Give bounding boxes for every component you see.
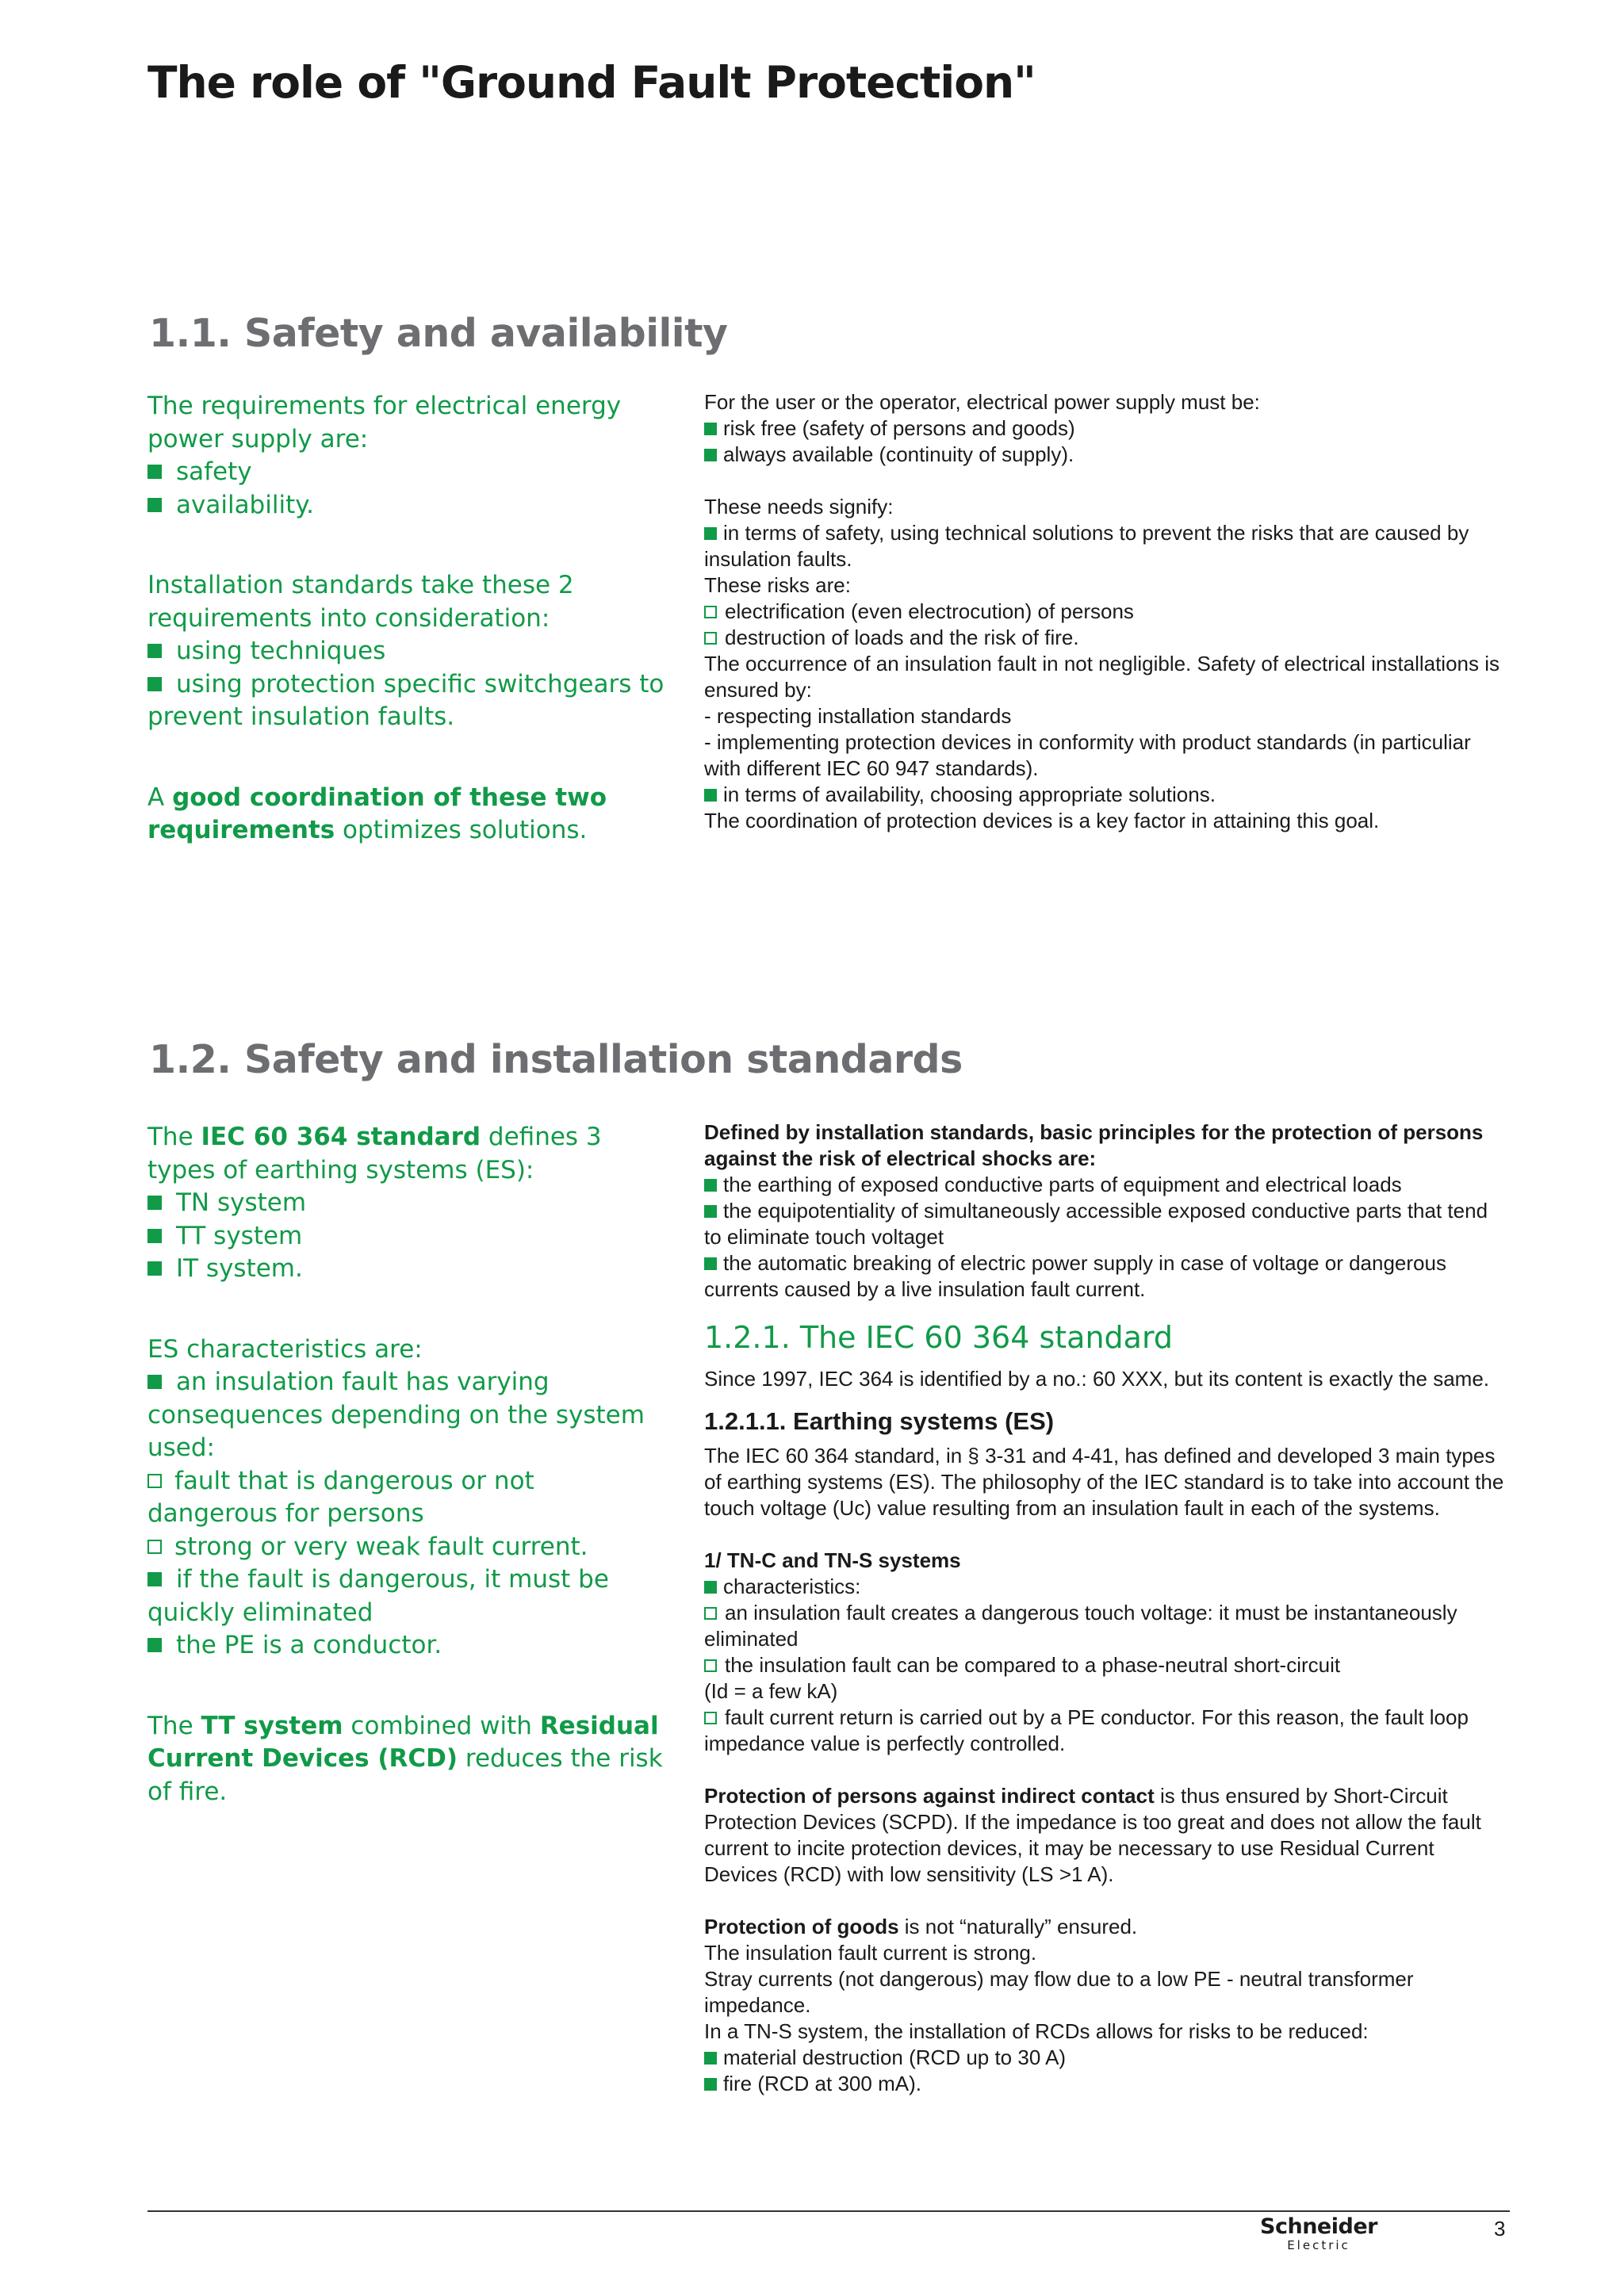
requirement-item: safety xyxy=(147,456,671,489)
hollow-square-bullet-icon xyxy=(704,1712,717,1724)
coordination-note: A good coordination of these two requirements optimizes solutions. xyxy=(147,783,607,844)
bullet-item: in terms of safety, using technical solutions to prevent the risks that are caused by insulation faults. xyxy=(704,521,1469,571)
tn-systems-heading: 1/ TN-C and TN-S systems xyxy=(704,1548,961,1572)
characteristic-sub-item: fault that is dangerous or not dangerous for persons xyxy=(147,1466,534,1528)
filled-square-bullet-icon xyxy=(704,1179,717,1192)
bullet-item: in terms of availability, choosing appropriate solutions. xyxy=(704,782,1510,808)
body-paragraph: The IEC 60 364 standard, in § 3-31 and 4-41, has defined and developed 3 main types of earthing systems (ES). The philosophy of the IEC standard is to take into account the touch voltage (Uc) value resulting from an insulation fault in each of the systems. xyxy=(704,1444,1504,1520)
iec-standard-intro: The IEC 60 364 standard defines 3 types of earthing systems (ES): xyxy=(147,1123,602,1184)
sub-bullet-item: fault current return is carried out by a PE conductor. For this reason, the fault loop impedance value is perfectly controlled. xyxy=(704,1705,1469,1755)
sub-bullet-item: destruction of loads and the risk of fire. xyxy=(704,625,1510,651)
bullet-item: the earthing of exposed conductive parts of equipment and electrical loads xyxy=(704,1172,1510,1198)
page-title: The role of "Ground Fault Protection" xyxy=(147,57,1036,108)
earthing-system-item: TT system xyxy=(147,1220,671,1253)
filled-square-bullet-icon xyxy=(704,789,717,802)
filled-square-bullet-icon xyxy=(147,1375,162,1389)
filled-square-bullet-icon xyxy=(147,465,162,479)
requirements-intro: The requirements for electrical energy power supply are: xyxy=(147,392,622,453)
bullet-item: the automatic breaking of electric power supply in case of voltage or dangerous currents caused by a live insulation fault current. xyxy=(704,1251,1446,1301)
filled-square-bullet-icon xyxy=(147,1638,162,1652)
protection-persons-paragraph: Protection of persons against indirect contact is thus ensured by Short-Circuit Protection Devices (SCPD). If the impedance is too great and does not allow the fault current to incite protection devices, it may be necessary to use Residual Current Devices (RCD) with low sensitivity (LS >1 A). xyxy=(704,1784,1481,1886)
filled-square-bullet-icon xyxy=(147,1196,162,1210)
bullet-item: material destruction (RCD up to 30 A) xyxy=(704,2045,1510,2071)
subsection-title-iec-standard: 1.2.1. The IEC 60 364 standard xyxy=(704,1320,1174,1355)
bullet-item: characteristics: xyxy=(704,1574,1510,1600)
hollow-square-bullet-icon xyxy=(704,606,717,618)
section-title-installation-standards: 1.2. Safety and installation standards xyxy=(149,1037,963,1082)
body-paragraph: (Id = a few kA) xyxy=(704,1679,838,1703)
standards-intro: Installation standards take these 2 requirements into consideration: xyxy=(147,571,574,633)
filled-square-bullet-icon xyxy=(704,1205,717,1218)
schneider-electric-logo: Schneider Electric xyxy=(1260,2214,1377,2252)
bullet-item: fire (RCD at 300 mA). xyxy=(704,2071,1510,2097)
body-paragraph: The coordination of protection devices is a key factor in attaining this goal. xyxy=(704,809,1380,832)
bullet-item: the equipotentiality of simultaneously accessible exposed conductive parts that tend to eliminate touch voltaget xyxy=(704,1199,1488,1249)
filled-square-bullet-icon xyxy=(704,1581,717,1594)
body-paragraph: The occurrence of an insulation fault in not negligible. Safety of electrical installations is ensured by: xyxy=(704,652,1500,702)
filled-square-bullet-icon xyxy=(704,423,717,435)
hollow-square-bullet-icon xyxy=(704,1659,717,1672)
section2-body xyxy=(704,1119,1510,2097)
hollow-square-bullet-icon xyxy=(704,1607,717,1620)
filled-square-bullet-icon xyxy=(147,1572,162,1586)
body-paragraph: These needs signify: xyxy=(704,495,894,519)
earthing-system-item: TN system xyxy=(147,1187,671,1220)
hollow-square-bullet-icon xyxy=(147,1540,162,1554)
body-paragraph: Since 1997, IEC 364 is identified by a no.: 60 XXX, but its content is exactly the same. xyxy=(704,1367,1490,1391)
characteristic-item: the PE is a conductor. xyxy=(147,1629,671,1663)
filled-square-bullet-icon xyxy=(704,2078,717,2091)
filled-square-bullet-icon xyxy=(704,527,717,540)
body-paragraph: These risks are: xyxy=(704,573,851,597)
technique-item: using protection specific switchgears to prevent insulation faults. xyxy=(147,669,665,731)
filled-square-bullet-icon xyxy=(147,1229,162,1243)
principles-heading: Defined by installation standards, basic principles for the protection of persons against the risk of electrical shocks are: xyxy=(704,1120,1484,1170)
filled-square-bullet-icon xyxy=(704,449,717,461)
bullet-item: risk free (safety of persons and goods) xyxy=(704,415,1510,442)
bullet-item: always available (continuity of supply). xyxy=(704,442,1510,468)
es-characteristics-intro: ES characteristics are: xyxy=(147,1334,423,1364)
subsubsection-title-earthing-systems: 1.2.1.1. Earthing systems (ES) xyxy=(704,1407,1055,1435)
filled-square-bullet-icon xyxy=(147,1261,162,1276)
characteristic-item: an insulation fault has varying consequences depending on the system used: xyxy=(147,1368,645,1462)
earthing-system-item: IT system. xyxy=(147,1253,671,1286)
filled-square-bullet-icon xyxy=(704,1257,717,1270)
filled-square-bullet-icon xyxy=(147,498,162,512)
hollow-square-bullet-icon xyxy=(147,1474,162,1488)
page-number: 3 xyxy=(1494,2217,1506,2241)
sub-bullet-item: electrification (even electrocution) of persons xyxy=(704,599,1510,625)
sub-bullet-item: the insulation fault can be compared to a phase-neutral short-circuit xyxy=(704,1652,1510,1678)
dash-item: - implementing protection devices in conformity with product standards (in particuliar with different IEC 60 947 standards). xyxy=(704,730,1471,780)
filled-square-bullet-icon xyxy=(147,677,162,691)
filled-square-bullet-icon xyxy=(704,2052,717,2064)
section1-summary xyxy=(147,390,671,848)
dash-item: - respecting installation standards xyxy=(704,704,1012,728)
footer-divider xyxy=(147,2210,1510,2212)
technique-item: using techniques xyxy=(147,635,671,668)
section2-summary xyxy=(147,1121,671,1808)
characteristic-sub-item: strong or very weak fault current. xyxy=(147,1531,671,1564)
filled-square-bullet-icon xyxy=(147,644,162,658)
tt-system-note: The TT system combined with Residual Current Devices (RCD) reduces the risk of fire. xyxy=(147,1711,663,1806)
body-paragraph: For the user or the operator, electrical power supply must be: xyxy=(704,390,1260,414)
body-paragraph: Stray currents (not dangerous) may flow due to a low PE - neutral transformer impedance. xyxy=(704,1967,1414,2017)
characteristic-item: if the fault is dangerous, it must be quickly eliminated xyxy=(147,1565,609,1627)
body-paragraph: In a TN-S system, the installation of RCDs allows for risks to be reduced: xyxy=(704,2019,1369,2043)
hollow-square-bullet-icon xyxy=(704,632,717,645)
section1-body xyxy=(704,389,1510,834)
protection-goods-paragraph: Protection of goods is not “naturally” ensured. xyxy=(704,1915,1138,1938)
body-paragraph: The insulation fault current is strong. xyxy=(704,1941,1037,1965)
requirement-item: availability. xyxy=(147,489,671,522)
section-title-safety-availability: 1.1. Safety and availability xyxy=(149,311,728,356)
sub-bullet-item: an insulation fault creates a dangerous touch voltage: it must be instantaneously eliminated xyxy=(704,1601,1457,1651)
